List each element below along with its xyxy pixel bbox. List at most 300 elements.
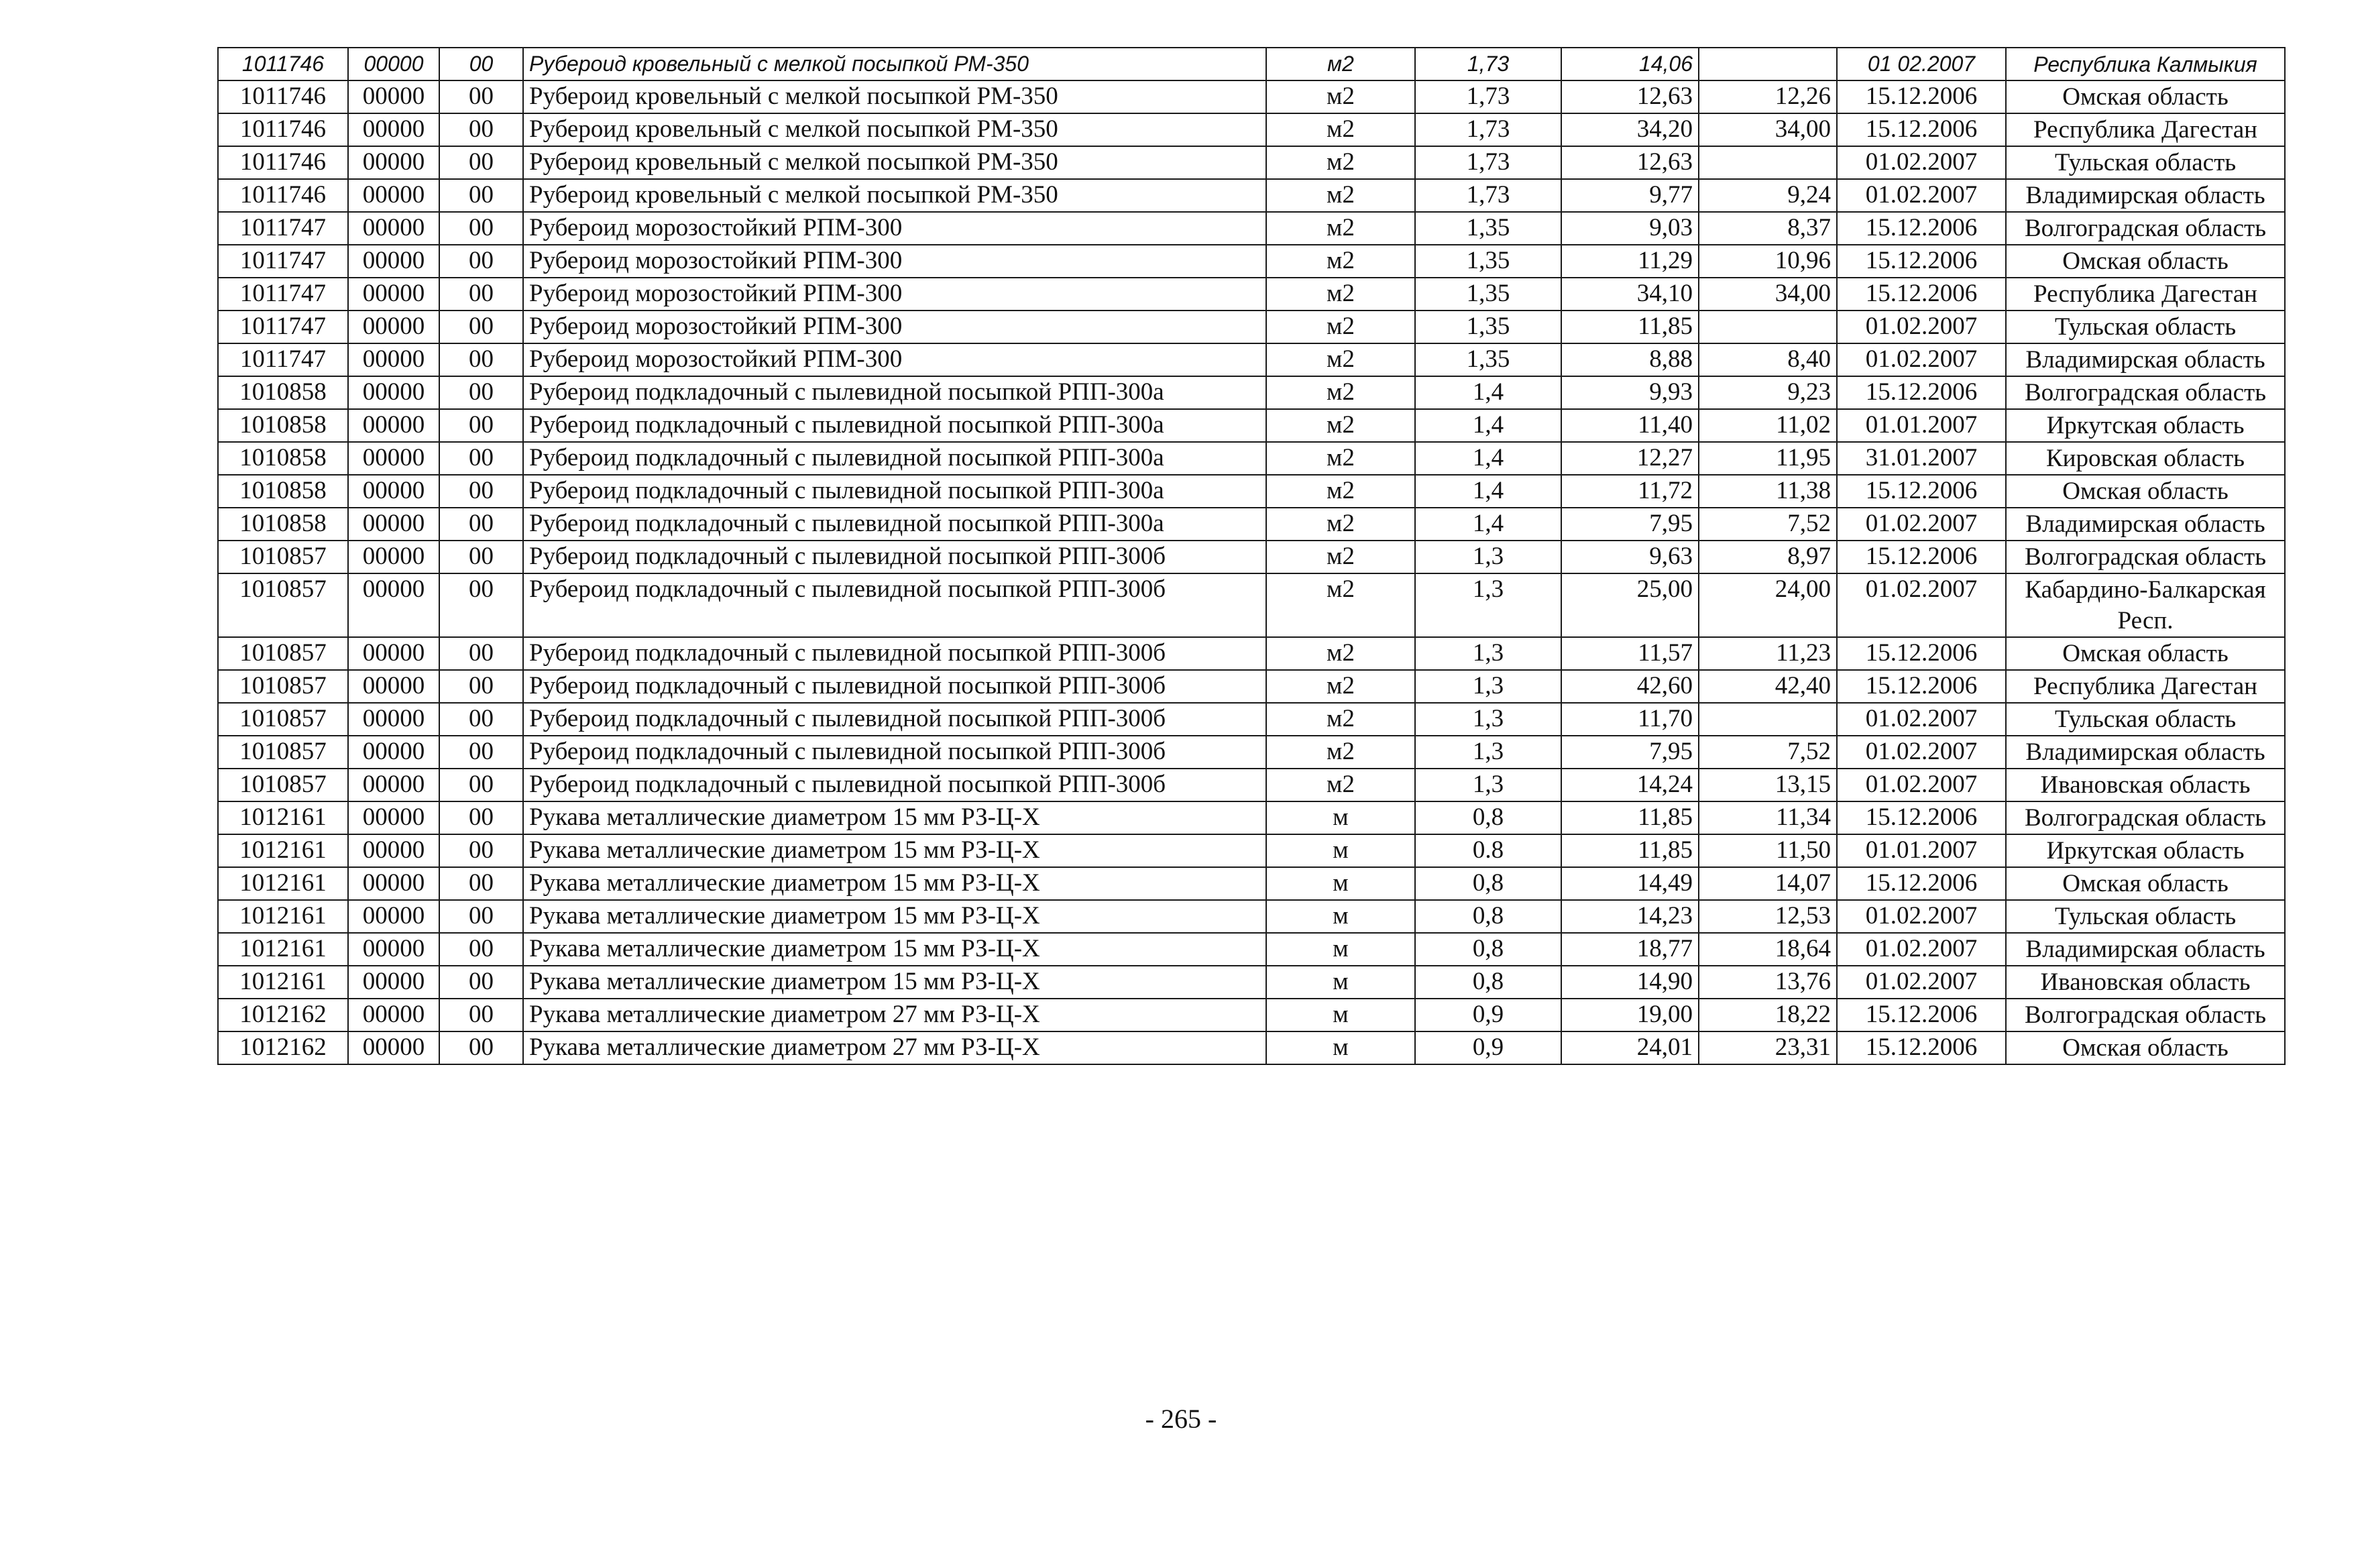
cell-material-name: Рубероид подкладочный с пылевидной посыпкой РПП-300б [523, 573, 1266, 637]
cell-material-name: Рубероид морозостойкий РПМ-300 [523, 311, 1266, 343]
cell-subcode: 00000 [348, 113, 439, 146]
cell-region: Республика Дагестан [2006, 113, 2285, 146]
cell-region: Волгоградская область [2006, 212, 2285, 245]
cell-price-2: 34,00 [1699, 113, 1837, 146]
cell-subcode: 00000 [348, 541, 439, 573]
cell-price-1: 11,70 [1561, 703, 1699, 736]
cell-norm: 1,4 [1415, 475, 1561, 508]
cell-norm: 1,73 [1415, 179, 1561, 212]
cell-code: 1010858 [218, 508, 348, 541]
cell-region: Иркутская область [2006, 409, 2285, 442]
cell-subcode: 00000 [348, 933, 439, 966]
cell-date: 15.12.2006 [1837, 212, 2006, 245]
cell-material-name: Рубероид подкладочный с пылевидной посыпкой РПП-300а [523, 475, 1266, 508]
cell-index: 00 [439, 48, 523, 80]
cell-unit: м2 [1266, 670, 1415, 703]
cell-code: 1011746 [218, 80, 348, 113]
cell-price-1: 9,77 [1561, 179, 1699, 212]
cell-price-2: 18,64 [1699, 933, 1837, 966]
cell-price-1: 14,49 [1561, 867, 1699, 900]
cell-price-2: 24,00 [1699, 573, 1837, 637]
cell-price-2: 42,40 [1699, 670, 1837, 703]
cell-material-name: Рубероид морозостойкий РПМ-300 [523, 212, 1266, 245]
cell-region: Кабардино-Балкарская Респ. [2006, 573, 2285, 637]
cell-unit: м2 [1266, 769, 1415, 801]
cell-subcode: 00000 [348, 867, 439, 900]
cell-index: 00 [439, 834, 523, 867]
cell-price-1: 11,85 [1561, 311, 1699, 343]
cell-price-2: 11,23 [1699, 637, 1837, 670]
cell-price-1: 19,00 [1561, 999, 1699, 1031]
table-row [218, 212, 2285, 245]
cell-code: 1012161 [218, 834, 348, 867]
cell-region: Волгоградская область [2006, 541, 2285, 573]
cell-subcode: 00000 [348, 376, 439, 409]
cell-index: 00 [439, 376, 523, 409]
cell-code: 1011747 [218, 245, 348, 278]
cell-region: Республика Дагестан [2006, 670, 2285, 703]
cell-index: 00 [439, 1031, 523, 1064]
cell-subcode: 00000 [348, 278, 439, 311]
cell-subcode: 00000 [348, 475, 439, 508]
cell-norm: 1,3 [1415, 670, 1561, 703]
table-row [218, 573, 2285, 637]
cell-index: 00 [439, 245, 523, 278]
cell-region: Владимирская область [2006, 736, 2285, 769]
cell-index: 00 [439, 966, 523, 999]
cell-unit: м [1266, 867, 1415, 900]
cell-price-1: 14,23 [1561, 900, 1699, 933]
cell-date: 01.02.2007 [1837, 933, 2006, 966]
cell-material-name: Рубероид морозостойкий РПМ-300 [523, 278, 1266, 311]
table-row [218, 736, 2285, 769]
cell-code: 1012161 [218, 933, 348, 966]
cell-norm: 1,35 [1415, 278, 1561, 311]
cell-unit: м2 [1266, 48, 1415, 80]
cell-date: 15.12.2006 [1837, 278, 2006, 311]
cell-price-1: 9,93 [1561, 376, 1699, 409]
cell-material-name: Рубероид подкладочный с пылевидной посыпкой РПП-300б [523, 541, 1266, 573]
cell-price-1: 9,63 [1561, 541, 1699, 573]
cell-index: 00 [439, 179, 523, 212]
cell-material-name: Рубероид кровельный с мелкой посыпкой РМ-350 [523, 146, 1266, 179]
cell-norm: 1,3 [1415, 573, 1561, 637]
cell-index: 00 [439, 573, 523, 637]
cell-price-2: 14,07 [1699, 867, 1837, 900]
cell-price-2 [1699, 48, 1837, 80]
cell-region: Ивановская область [2006, 769, 2285, 801]
cell-price-2: 9,23 [1699, 376, 1837, 409]
cell-code: 1011746 [218, 146, 348, 179]
cell-price-2: 11,95 [1699, 442, 1837, 475]
cell-region: Республика Калмыкия [2006, 48, 2285, 80]
table-row [218, 245, 2285, 278]
cell-price-2: 11,38 [1699, 475, 1837, 508]
cell-unit: м2 [1266, 376, 1415, 409]
table-row [218, 475, 2285, 508]
cell-material-name: Рубероид подкладочный с пылевидной посыпкой РПП-300а [523, 508, 1266, 541]
cell-price-2: 12,53 [1699, 900, 1837, 933]
cell-material-name: Рубероид подкладочный с пылевидной посыпкой РПП-300б [523, 637, 1266, 670]
cell-price-1: 7,95 [1561, 508, 1699, 541]
cell-region: Владимирская область [2006, 179, 2285, 212]
cell-index: 00 [439, 212, 523, 245]
cell-index: 00 [439, 933, 523, 966]
cell-region: Омская область [2006, 1031, 2285, 1064]
cell-code: 1012161 [218, 900, 348, 933]
cell-norm: 1,3 [1415, 736, 1561, 769]
cell-code: 1010857 [218, 573, 348, 637]
cell-price-2 [1699, 146, 1837, 179]
cell-price-1: 14,24 [1561, 769, 1699, 801]
cell-subcode: 00000 [348, 736, 439, 769]
cell-date: 01.02.2007 [1837, 311, 2006, 343]
cell-unit: м2 [1266, 637, 1415, 670]
cell-subcode: 00000 [348, 769, 439, 801]
cell-material-name: Рукава металлические диаметром 15 мм РЗ-Ц-Х [523, 966, 1266, 999]
cell-price-2: 18,22 [1699, 999, 1837, 1031]
cell-region: Владимирская область [2006, 343, 2285, 376]
cell-unit: м [1266, 801, 1415, 834]
cell-norm: 1,3 [1415, 541, 1561, 573]
cell-material-name: Рукава металлические диаметром 15 мм РЗ-Ц-Х [523, 900, 1266, 933]
cell-material-name: Рубероид кровельный с мелкой посыпкой РМ-350 [523, 113, 1266, 146]
cell-unit: м2 [1266, 573, 1415, 637]
cell-norm: 0,8 [1415, 801, 1561, 834]
cell-code: 1010857 [218, 541, 348, 573]
cell-code: 1010858 [218, 376, 348, 409]
table-row [218, 48, 2285, 80]
cell-code: 1012162 [218, 1031, 348, 1064]
cell-date: 15.12.2006 [1837, 113, 2006, 146]
cell-price-1: 12,27 [1561, 442, 1699, 475]
cell-code: 1012161 [218, 867, 348, 900]
cell-code: 1011746 [218, 48, 348, 80]
cell-norm: 0,8 [1415, 933, 1561, 966]
cell-unit: м2 [1266, 278, 1415, 311]
cell-date: 15.12.2006 [1837, 637, 2006, 670]
cell-material-name: Рубероид подкладочный с пылевидной посыпкой РПП-300а [523, 409, 1266, 442]
cell-material-name: Рубероид подкладочный с пылевидной посыпкой РПП-300б [523, 703, 1266, 736]
cell-price-1: 11,40 [1561, 409, 1699, 442]
cell-date: 15.12.2006 [1837, 670, 2006, 703]
cell-material-name: Рубероид подкладочный с пылевидной посыпкой РПП-300б [523, 769, 1266, 801]
cell-unit: м2 [1266, 245, 1415, 278]
cell-price-1: 11,72 [1561, 475, 1699, 508]
cell-date: 01.02.2007 [1837, 508, 2006, 541]
cell-norm: 1,4 [1415, 376, 1561, 409]
cell-price-2: 11,02 [1699, 409, 1837, 442]
cell-price-1: 14,06 [1561, 48, 1699, 80]
cell-index: 00 [439, 703, 523, 736]
cell-price-2: 34,00 [1699, 278, 1837, 311]
cell-date: 01.02.2007 [1837, 343, 2006, 376]
cell-date: 31.01.2007 [1837, 442, 2006, 475]
cell-subcode: 00000 [348, 966, 439, 999]
cell-index: 00 [439, 637, 523, 670]
table-row [218, 933, 2285, 966]
cell-index: 00 [439, 769, 523, 801]
table-row [218, 900, 2285, 933]
cell-date: 01.02.2007 [1837, 769, 2006, 801]
cell-unit: м2 [1266, 541, 1415, 573]
cell-code: 1010858 [218, 442, 348, 475]
cell-material-name: Рубероид подкладочный с пылевидной посыпкой РПП-300а [523, 442, 1266, 475]
cell-material-name: Рубероид морозостойкий РПМ-300 [523, 343, 1266, 376]
cell-norm: 0,9 [1415, 1031, 1561, 1064]
cell-price-1: 9,03 [1561, 212, 1699, 245]
cell-code: 1010857 [218, 637, 348, 670]
cell-unit: м2 [1266, 80, 1415, 113]
table-row [218, 343, 2285, 376]
cell-code: 1011746 [218, 179, 348, 212]
cell-subcode: 00000 [348, 999, 439, 1031]
cell-unit: м [1266, 1031, 1415, 1064]
cell-code: 1010857 [218, 769, 348, 801]
cell-index: 00 [439, 736, 523, 769]
cell-norm: 0,8 [1415, 867, 1561, 900]
table-row [218, 409, 2285, 442]
cell-price-2: 10,96 [1699, 245, 1837, 278]
cell-price-1: 18,77 [1561, 933, 1699, 966]
table-row [218, 769, 2285, 801]
cell-unit: м2 [1266, 212, 1415, 245]
cell-subcode: 00000 [348, 573, 439, 637]
cell-index: 00 [439, 311, 523, 343]
cell-price-2: 7,52 [1699, 736, 1837, 769]
cell-unit: м2 [1266, 113, 1415, 146]
cell-subcode: 00000 [348, 801, 439, 834]
cell-norm: 1,73 [1415, 48, 1561, 80]
cell-index: 00 [439, 278, 523, 311]
cell-date: 01.02.2007 [1837, 900, 2006, 933]
cell-price-2: 13,15 [1699, 769, 1837, 801]
cell-subcode: 00000 [348, 409, 439, 442]
table-row [218, 541, 2285, 573]
cell-date: 01.02.2007 [1837, 736, 2006, 769]
cell-index: 00 [439, 801, 523, 834]
cell-material-name: Рукава металлические диаметром 15 мм РЗ-Ц-Х [523, 933, 1266, 966]
cell-unit: м2 [1266, 409, 1415, 442]
cell-norm: 1,73 [1415, 146, 1561, 179]
cell-date: 15.12.2006 [1837, 80, 2006, 113]
cell-price-2: 13,76 [1699, 966, 1837, 999]
table-row [218, 376, 2285, 409]
cell-subcode: 00000 [348, 80, 439, 113]
cell-material-name: Рубероид подкладочный с пылевидной посыпкой РПП-300б [523, 670, 1266, 703]
cell-region: Кировская область [2006, 442, 2285, 475]
cell-subcode: 00000 [348, 179, 439, 212]
cell-norm: 1,4 [1415, 442, 1561, 475]
cell-code: 1010858 [218, 475, 348, 508]
cell-region: Ивановская область [2006, 966, 2285, 999]
cell-subcode: 00000 [348, 48, 439, 80]
cell-date: 15.12.2006 [1837, 999, 2006, 1031]
cell-price-2: 23,31 [1699, 1031, 1837, 1064]
cell-price-1: 7,95 [1561, 736, 1699, 769]
cell-unit: м2 [1266, 311, 1415, 343]
cell-price-1: 24,01 [1561, 1031, 1699, 1064]
cell-price-1: 34,10 [1561, 278, 1699, 311]
cell-material-name: Рубероид подкладочный с пылевидной посыпкой РПП-300б [523, 736, 1266, 769]
cell-subcode: 00000 [348, 670, 439, 703]
cell-price-1: 11,29 [1561, 245, 1699, 278]
cell-price-2: 9,24 [1699, 179, 1837, 212]
table-row [218, 966, 2285, 999]
cell-code: 1011747 [218, 212, 348, 245]
cell-date: 01 02.2007 [1837, 48, 2006, 80]
cell-index: 00 [439, 508, 523, 541]
cell-code: 1010857 [218, 736, 348, 769]
cell-date: 01.02.2007 [1837, 146, 2006, 179]
cell-index: 00 [439, 442, 523, 475]
cell-material-name: Рубероид кровельный с мелкой посыпкой РМ-350 [523, 48, 1266, 80]
cell-date: 01.02.2007 [1837, 966, 2006, 999]
cell-unit: м [1266, 834, 1415, 867]
cell-date: 15.12.2006 [1837, 541, 2006, 573]
cell-index: 00 [439, 541, 523, 573]
cell-index: 00 [439, 670, 523, 703]
cell-material-name: Рубероид кровельный с мелкой посыпкой РМ-350 [523, 80, 1266, 113]
cell-subcode: 00000 [348, 637, 439, 670]
cell-unit: м [1266, 933, 1415, 966]
cell-norm: 1,3 [1415, 703, 1561, 736]
cell-unit: м [1266, 999, 1415, 1031]
cell-region: Волгоградская область [2006, 376, 2285, 409]
cell-index: 00 [439, 343, 523, 376]
cell-date: 15.12.2006 [1837, 867, 2006, 900]
table-row [218, 508, 2285, 541]
cell-index: 00 [439, 409, 523, 442]
cell-subcode: 00000 [348, 343, 439, 376]
cell-region: Тульская область [2006, 703, 2285, 736]
table-row [218, 113, 2285, 146]
cell-price-2: 8,40 [1699, 343, 1837, 376]
cell-material-name: Рукава металлические диаметром 27 мм РЗ-Ц-Х [523, 999, 1266, 1031]
cell-index: 00 [439, 999, 523, 1031]
cell-subcode: 00000 [348, 146, 439, 179]
cell-subcode: 00000 [348, 311, 439, 343]
cell-code: 1010858 [218, 409, 348, 442]
cell-price-2: 11,50 [1699, 834, 1837, 867]
cell-date: 01.02.2007 [1837, 179, 2006, 212]
cell-region: Омская область [2006, 80, 2285, 113]
cell-unit: м2 [1266, 703, 1415, 736]
cell-material-name: Рубероид морозостойкий РПМ-300 [523, 245, 1266, 278]
cell-region: Тульская область [2006, 311, 2285, 343]
cell-region: Тульская область [2006, 146, 2285, 179]
cell-unit: м2 [1266, 475, 1415, 508]
cell-region: Иркутская область [2006, 834, 2285, 867]
table-row [218, 1031, 2285, 1064]
cell-region: Республика Дагестан [2006, 278, 2285, 311]
cell-date: 01.02.2007 [1837, 703, 2006, 736]
cell-region: Волгоградская область [2006, 801, 2285, 834]
cell-index: 00 [439, 475, 523, 508]
cell-region: Волгоградская область [2006, 999, 2285, 1031]
cell-price-1: 11,85 [1561, 801, 1699, 834]
cell-subcode: 00000 [348, 442, 439, 475]
cell-date: 15.12.2006 [1837, 1031, 2006, 1064]
cell-region: Омская область [2006, 475, 2285, 508]
cell-index: 00 [439, 113, 523, 146]
cell-norm: 1,73 [1415, 80, 1561, 113]
cell-date: 01.01.2007 [1837, 409, 2006, 442]
page-number: - 265 - [1145, 1404, 1217, 1434]
cell-norm: 0,9 [1415, 999, 1561, 1031]
cell-date: 01.02.2007 [1837, 573, 2006, 637]
table-row [218, 278, 2285, 311]
cell-region: Тульская область [2006, 900, 2285, 933]
cell-price-1: 42,60 [1561, 670, 1699, 703]
table-row [218, 801, 2285, 834]
cell-region: Омская область [2006, 637, 2285, 670]
cell-price-1: 34,20 [1561, 113, 1699, 146]
cell-norm: 1,3 [1415, 637, 1561, 670]
cell-price-2: 7,52 [1699, 508, 1837, 541]
cell-norm: 1,4 [1415, 409, 1561, 442]
cell-region: Омская область [2006, 245, 2285, 278]
cell-index: 00 [439, 146, 523, 179]
table-row [218, 442, 2285, 475]
cell-price-2 [1699, 311, 1837, 343]
cell-subcode: 00000 [348, 245, 439, 278]
table-row [218, 179, 2285, 212]
cell-index: 00 [439, 900, 523, 933]
cell-material-name: Рукава металлические диаметром 15 мм РЗ-Ц-Х [523, 834, 1266, 867]
cell-material-name: Рубероид подкладочный с пылевидной посыпкой РПП-300а [523, 376, 1266, 409]
table-row [218, 146, 2285, 179]
cell-norm: 1,35 [1415, 245, 1561, 278]
cell-date: 15.12.2006 [1837, 245, 2006, 278]
price-table-sheet [217, 47, 2284, 1065]
cell-price-2: 8,97 [1699, 541, 1837, 573]
cell-subcode: 00000 [348, 834, 439, 867]
table-row [218, 80, 2285, 113]
cell-unit: м2 [1266, 146, 1415, 179]
cell-unit: м [1266, 966, 1415, 999]
cell-price-1: 14,90 [1561, 966, 1699, 999]
cell-unit: м [1266, 900, 1415, 933]
cell-index: 00 [439, 80, 523, 113]
cell-price-2: 12,26 [1699, 80, 1837, 113]
cell-code: 1011747 [218, 311, 348, 343]
cell-unit: м2 [1266, 508, 1415, 541]
cell-date: 15.12.2006 [1837, 801, 2006, 834]
cell-subcode: 00000 [348, 1031, 439, 1064]
cell-price-2: 11,34 [1699, 801, 1837, 834]
cell-price-2 [1699, 703, 1837, 736]
cell-subcode: 00000 [348, 900, 439, 933]
cell-unit: м2 [1266, 442, 1415, 475]
cell-norm: 1,35 [1415, 343, 1561, 376]
cell-date: 01.01.2007 [1837, 834, 2006, 867]
cell-norm: 0,8 [1415, 900, 1561, 933]
table-row [218, 867, 2285, 900]
cell-norm: 1,4 [1415, 508, 1561, 541]
cell-norm: 1,3 [1415, 769, 1561, 801]
cell-subcode: 00000 [348, 212, 439, 245]
cell-price-1: 8,88 [1561, 343, 1699, 376]
table-row [218, 834, 2285, 867]
cell-code: 1012162 [218, 999, 348, 1031]
cell-norm: 1,35 [1415, 212, 1561, 245]
cell-material-name: Рубероид кровельный с мелкой посыпкой РМ-350 [523, 179, 1266, 212]
cell-code: 1012161 [218, 801, 348, 834]
table-row [218, 703, 2285, 736]
cell-unit: м2 [1266, 736, 1415, 769]
cell-price-1: 11,57 [1561, 637, 1699, 670]
